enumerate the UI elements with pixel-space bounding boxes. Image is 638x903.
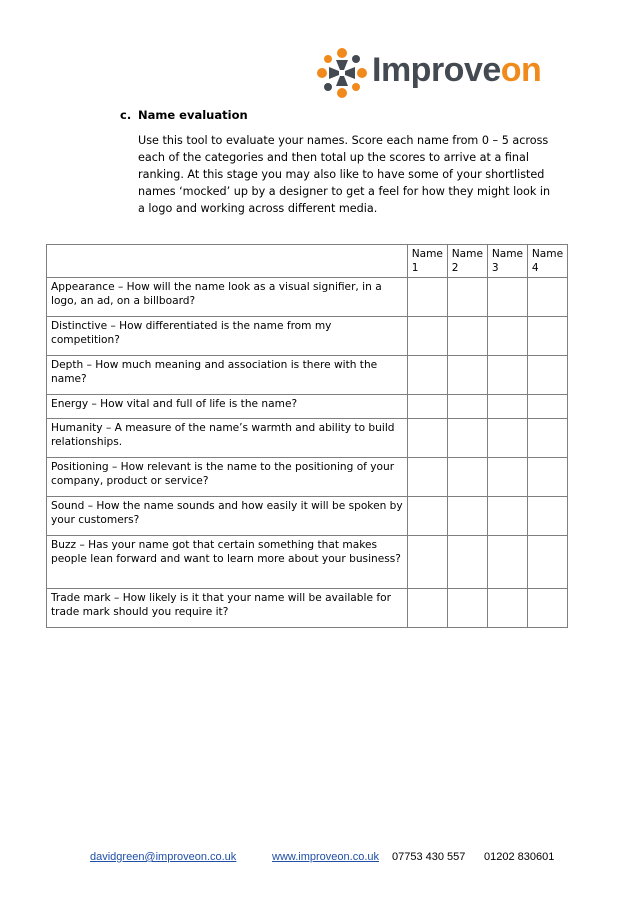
criteria-energy: Energy – How vital and full of life is the name? xyxy=(47,395,408,419)
table-row xyxy=(47,589,568,628)
score-cell[interactable] xyxy=(527,589,567,628)
score-cell[interactable] xyxy=(447,589,487,628)
score-cell[interactable] xyxy=(487,419,527,458)
score-cell[interactable] xyxy=(407,395,447,419)
score-cell[interactable] xyxy=(487,356,527,395)
logo-text-improve: Improve xyxy=(372,51,501,89)
criteria-sound: Sound – How the name sounds and how easily it will be spoken by your customers? xyxy=(47,497,408,536)
score-cell[interactable] xyxy=(407,317,447,356)
score-cell[interactable] xyxy=(487,497,527,536)
score-cell[interactable] xyxy=(407,536,447,589)
score-cell[interactable] xyxy=(527,317,567,356)
score-cell[interactable] xyxy=(527,536,567,589)
score-cell[interactable] xyxy=(487,395,527,419)
footer-email-link[interactable]: davidgreen@improveon.co.uk xyxy=(90,851,237,863)
header-name-3: Name 3 xyxy=(487,245,527,278)
header-name-4: Name 4 xyxy=(527,245,567,278)
score-cell[interactable] xyxy=(447,497,487,536)
logo-text-on: on xyxy=(500,51,542,89)
score-cell[interactable] xyxy=(447,536,487,589)
score-cell[interactable] xyxy=(407,278,447,317)
criteria-trade-mark: Trade mark – How likely is it that your name will be available for trade mark should you require it? xyxy=(47,589,408,628)
score-cell[interactable] xyxy=(487,458,527,497)
intro-paragraph: Use this tool to evaluate your names. Score each name from 0 – 5 across each of the categories and then total up the scores to arrive at a final ranking. At this stage you may also like to have some of your shortlisted names ‘mocked’ up by a designer to get a feel for how they might look in a logo and working across different media. xyxy=(138,134,551,215)
footer-website-link[interactable]: www.improveon.co.uk xyxy=(272,851,379,863)
header-name-2: Name 2 xyxy=(447,245,487,278)
score-cell[interactable] xyxy=(447,278,487,317)
score-cell[interactable] xyxy=(407,589,447,628)
footer-phone-mobile: 07753 430 557 xyxy=(392,851,466,863)
section-title: Name evaluation xyxy=(138,108,248,122)
logo-people-icon xyxy=(317,48,367,98)
table-header-row xyxy=(47,245,568,278)
score-cell[interactable] xyxy=(447,419,487,458)
criteria-distinctive: Distinctive – How differentiated is the name from my competition? xyxy=(47,317,408,356)
score-cell[interactable] xyxy=(527,419,567,458)
score-cell[interactable] xyxy=(447,395,487,419)
footer-phone-landline: 01202 830601 xyxy=(484,851,555,863)
criteria-humanity: Humanity – A measure of the name’s warmth and ability to build relationships. xyxy=(47,419,408,458)
score-cell[interactable] xyxy=(447,317,487,356)
logo-wordmark xyxy=(372,50,541,90)
score-cell[interactable] xyxy=(487,317,527,356)
table-row xyxy=(47,497,568,536)
score-cell[interactable] xyxy=(407,458,447,497)
table-row xyxy=(47,317,568,356)
header-name-1: Name 1 xyxy=(407,245,447,278)
section-number: c. xyxy=(120,108,132,122)
table-row xyxy=(47,395,568,419)
section-heading xyxy=(120,108,248,122)
score-cell[interactable] xyxy=(487,278,527,317)
score-cell[interactable] xyxy=(447,356,487,395)
score-cell[interactable] xyxy=(447,458,487,497)
table-row xyxy=(47,536,568,589)
header-criteria-cell xyxy=(47,245,408,278)
score-cell[interactable] xyxy=(527,356,567,395)
score-cell[interactable] xyxy=(487,589,527,628)
criteria-depth: Depth – How much meaning and association is there with the name? xyxy=(47,356,408,395)
score-cell[interactable] xyxy=(527,395,567,419)
score-cell[interactable] xyxy=(527,458,567,497)
name-evaluation-table xyxy=(46,244,568,628)
score-cell[interactable] xyxy=(407,419,447,458)
criteria-buzz: Buzz – Has your name got that certain something that makes people lean forward and want to learn more about your business? xyxy=(47,536,408,589)
criteria-positioning: Positioning – How relevant is the name to the positioning of your company, product or service? xyxy=(47,458,408,497)
score-cell[interactable] xyxy=(407,356,447,395)
score-cell[interactable] xyxy=(527,278,567,317)
table-row xyxy=(47,278,568,317)
score-cell[interactable] xyxy=(527,497,567,536)
score-cell[interactable] xyxy=(407,497,447,536)
score-cell[interactable] xyxy=(487,536,527,589)
table-row xyxy=(47,458,568,497)
table-row xyxy=(47,419,568,458)
table-row xyxy=(47,356,568,395)
criteria-appearance: Appearance – How will the name look as a visual signifier, in a logo, an ad, on a billboard? xyxy=(47,278,408,317)
